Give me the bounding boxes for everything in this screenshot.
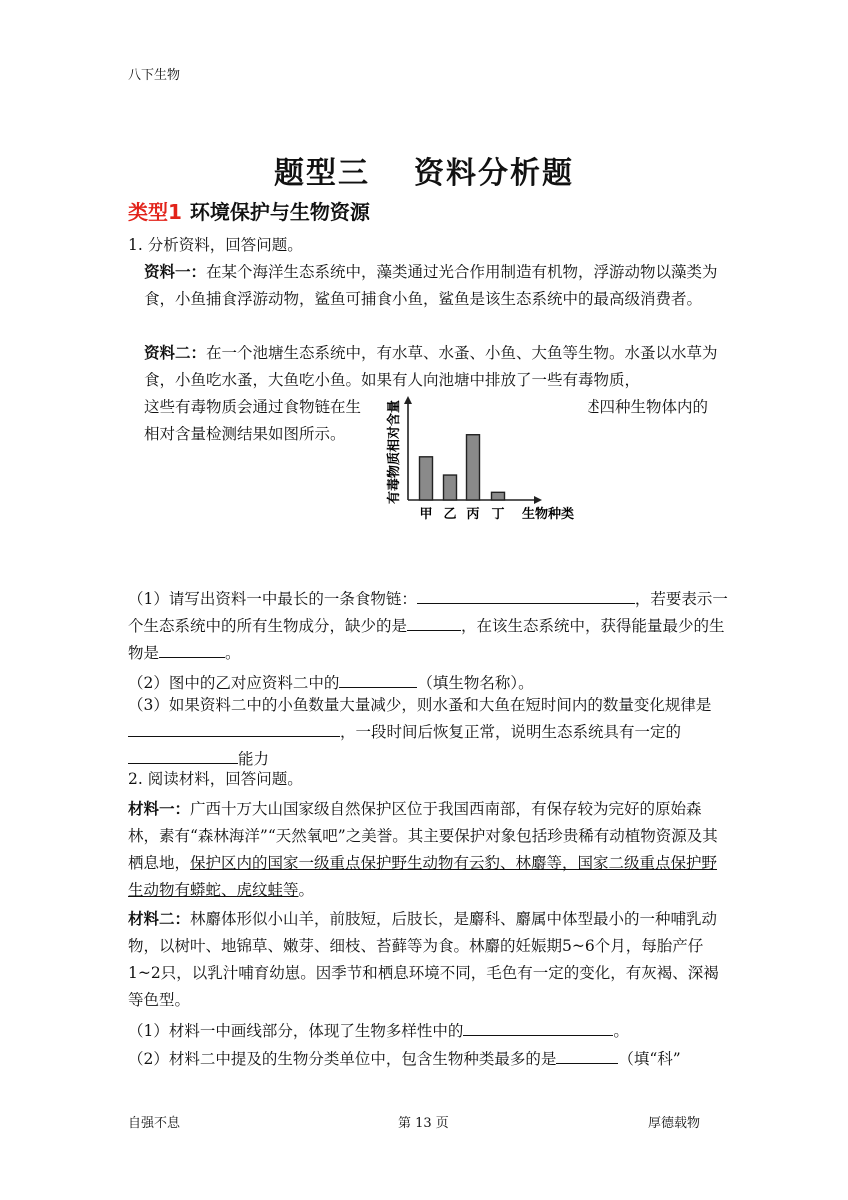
category-label-2: 丙	[466, 507, 480, 522]
y-axis-label: 有毒物质相对含量	[387, 399, 402, 505]
title-part1: 题型三	[274, 156, 370, 191]
q1-sub1-a: （1）请写出资料一中最长的一条食物链：	[128, 590, 417, 608]
q2-sub2	[128, 1046, 728, 1073]
q1-sub1-c: ，在该生态系统中，获得能量最少的生物是	[128, 617, 725, 662]
bar-0	[420, 457, 433, 500]
q1-sub1	[128, 586, 728, 667]
q2-sub2-b: （填“科”	[618, 1050, 681, 1068]
q1-material2	[144, 340, 724, 394]
q1-sub3-b: ，一段时间后恢复正常，说明生态系统具有一定的	[340, 723, 682, 741]
q2-sub1-b: 。	[613, 1022, 629, 1040]
q1-sub3-a: （3）如果资料二中的小鱼数量大量减少，则水蚤和大鱼在短时间内的数量变化规律是	[128, 696, 712, 714]
type-name: 环境保护与生物资源	[189, 200, 370, 224]
footer-left: 自强不息	[128, 1116, 181, 1131]
q1-sub1-b: ，若要表示一个生态系统中的所有生物成分，缺少的是	[128, 590, 728, 635]
q1-sub3-c: 能力	[238, 750, 270, 768]
answer-blank[interactable]	[128, 747, 238, 764]
bar-3	[492, 492, 505, 500]
answer-blank[interactable]	[556, 1047, 618, 1064]
q1-sub2-b: （填生物名称）。	[417, 674, 534, 692]
q2-material1	[128, 796, 728, 904]
q1-m1-label: 资料一：	[144, 263, 207, 281]
header-subject: 八下生物	[128, 68, 181, 83]
q1-m2-text-c: 述四种生物体内的	[584, 398, 709, 416]
q2-sub1-a: （1）材料一中画线部分，体现了生物多样性中的	[128, 1022, 464, 1040]
answer-blank[interactable]	[417, 587, 635, 604]
title-part2: 资料分析题	[414, 156, 574, 191]
toxin-bar-chart	[374, 396, 588, 526]
answer-blank[interactable]	[463, 1019, 613, 1036]
q1-stem: 1. 分析资料，回答问题。	[128, 236, 303, 254]
answer-blank[interactable]	[339, 671, 417, 688]
q2-m1-underlined: 保护区内的国家一级重点保护野生动物有云豹、林麝等，国家二级重点保护野生动物有蟒蛇、虎纹蛙等	[128, 854, 718, 899]
answer-blank[interactable]	[159, 641, 225, 658]
q1-sub3	[128, 692, 728, 773]
x-axis-label: 生物种类	[522, 507, 575, 522]
answer-blank[interactable]	[407, 614, 461, 631]
q2-sub1	[128, 1018, 728, 1045]
x-axis-arrow	[534, 496, 542, 504]
footer-right: 厚德载物	[648, 1116, 701, 1131]
q2-m1-text: 广西十万大山国家级自然保护区位于我国西南部，有保存较为完好的原始森林，素有“森林海洋”“天然氧吧”之美誉。其主要保护对象包括珍贵稀有动植物资源及其栖息地，	[128, 800, 718, 872]
y-axis-arrow	[404, 396, 412, 404]
answer-blank[interactable]	[128, 720, 340, 737]
bar-2	[467, 435, 480, 500]
q1-m2-text-a: 在一个池塘生态系统中，有水草、水蚤、小鱼、大鱼等生物。水蚤以水草为食，小鱼吃水蚤，大鱼吃小鱼。如果有人向池塘中排放了一些有毒物质，	[144, 344, 718, 389]
q2-m2-label: 材料二：	[128, 910, 191, 928]
q2-material2	[128, 906, 728, 1014]
bar-1	[444, 475, 457, 500]
category-label-0: 甲	[419, 507, 433, 522]
q2-stem: 2. 阅读材料，回答问题。	[128, 770, 303, 788]
q1-m1-text: 在某个海洋生态系统中，藻类通过光合作用制造有机物，浮游动物以藻类为食，小鱼捕食浮游动物，鲨鱼可捕食小鱼，鲨鱼是该生态系统中的最高级消费者。	[144, 263, 718, 308]
footer-page-number: 第 13 页	[398, 1116, 449, 1131]
q1-sub1-d: 。	[225, 644, 241, 662]
q1-sub2-a: （2）图中的乙对应资料二中的	[128, 674, 340, 692]
q2-m2-text: 林麝体形似小山羊，前肢短，后肢长，是麝科、麝属中体型最小的一种哺乳动物，以树叶、地锦草、嫩芽、细枝、苔藓等为食。林麝的妊娠期5~6个月，每胎产仔1~2只，以乳汁哺育幼崽。因季节和栖息环境不同，毛色有一定的变化，有灰褐、深褐等色型。	[128, 910, 719, 1009]
type-tag: 类型1	[128, 200, 182, 224]
page-title	[0, 148, 848, 192]
q1-material1	[144, 259, 724, 313]
q2-m1-label: 材料一：	[128, 800, 191, 818]
q2-m1-end: 。	[298, 881, 315, 899]
q2-sub2-a: （2）材料二中提及的生物分类单位中，包含生物种类最多的是	[128, 1050, 557, 1068]
q1-m2-label: 资料二：	[144, 344, 207, 362]
q1-m2-text-d: 相对含量检测结果如图所示。	[144, 425, 346, 443]
category-label-3: 丁	[491, 507, 505, 522]
category-label-1: 乙	[443, 507, 457, 522]
type-heading	[128, 196, 370, 225]
q1-m2-text-b: 这些有毒物质会通过食物链在生	[144, 398, 362, 416]
